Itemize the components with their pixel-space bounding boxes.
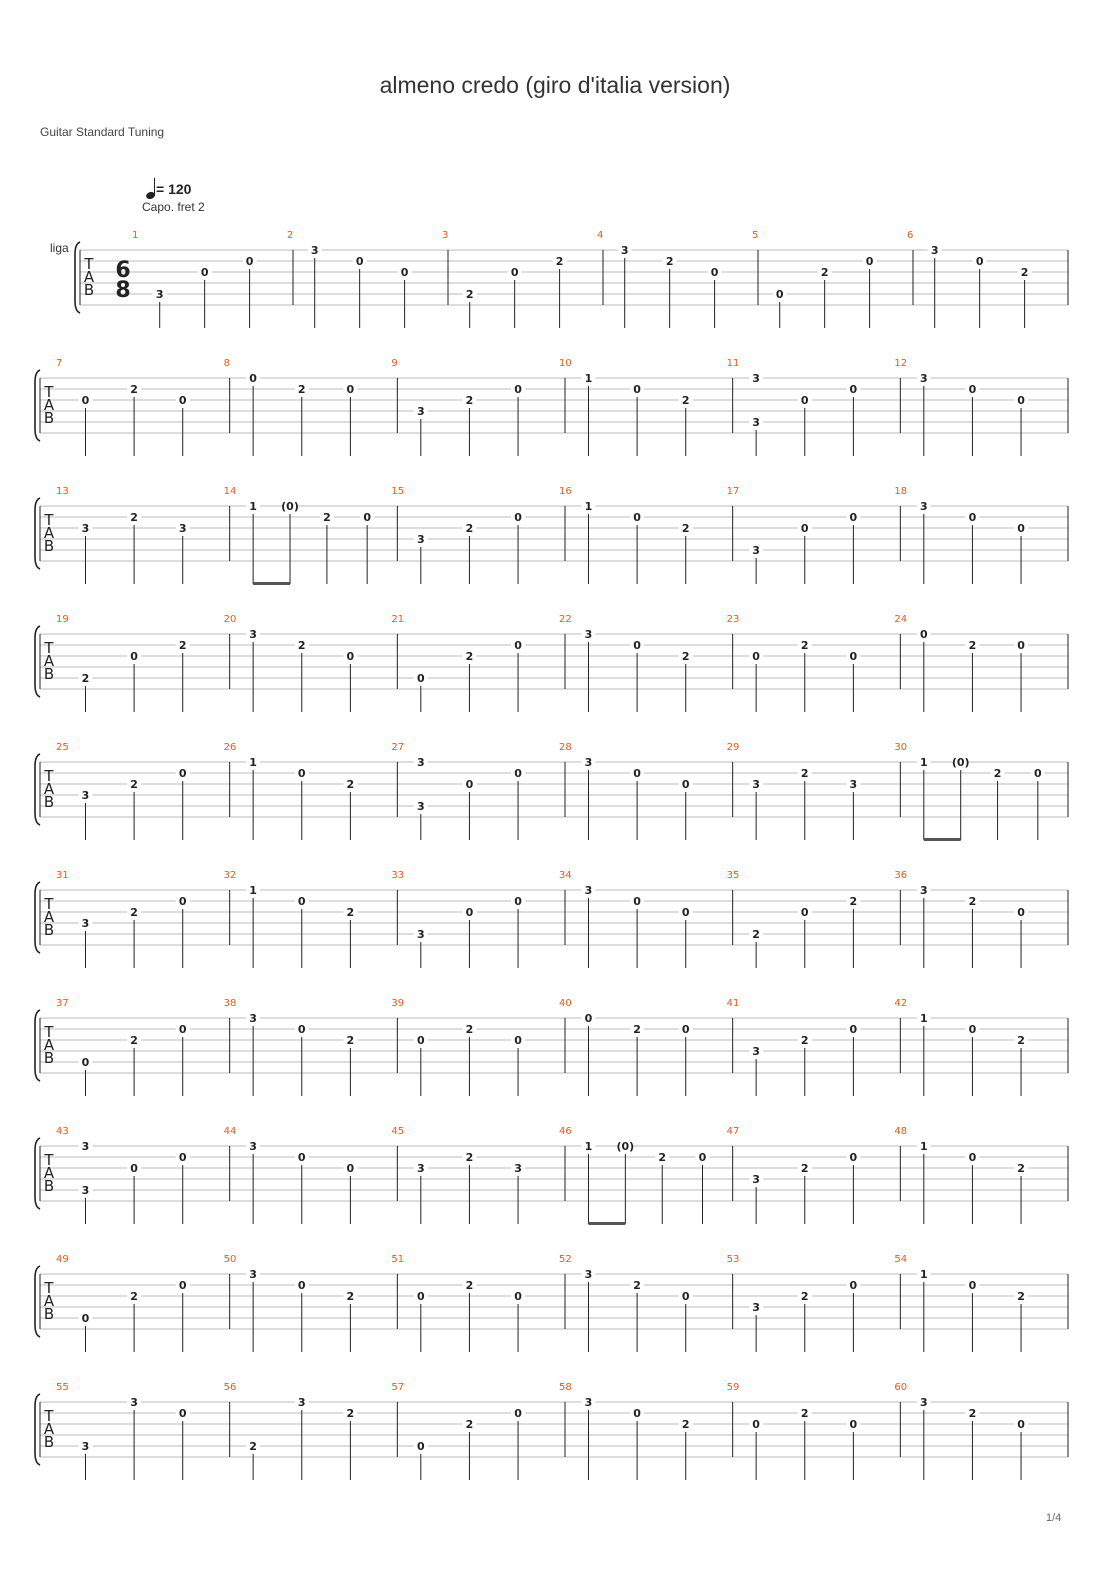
fret-number: 1 — [249, 884, 257, 897]
tab-clef-letter: T — [44, 767, 54, 785]
fret-number: 0 — [800, 906, 809, 919]
fret-number: 2 — [968, 1407, 977, 1420]
measure-number: 43 — [56, 1126, 69, 1137]
system-brace — [75, 242, 80, 313]
measure-number: 5 — [752, 230, 759, 241]
fret-number: 0 — [346, 650, 355, 663]
measure-number: 29 — [726, 742, 740, 753]
fret-number: 3 — [584, 1396, 593, 1409]
measure-number: 16 — [559, 486, 572, 497]
fret-number: 0 — [416, 1440, 425, 1453]
fret-number: 0 — [1017, 906, 1025, 919]
fret-number: 3 — [249, 1268, 257, 1281]
measure-number: 60 — [894, 1382, 908, 1393]
fret-number: 3 — [416, 533, 425, 546]
fret-number: 3 — [416, 800, 425, 813]
fret-number: 3 — [752, 1301, 760, 1314]
fret-number: 2 — [130, 1290, 138, 1303]
measure-number: 8 — [223, 358, 231, 369]
fret-number: 2 — [665, 255, 674, 268]
fret-number: 2 — [178, 639, 187, 652]
measure-number: 12 — [894, 358, 908, 369]
fret-number: 0 — [710, 266, 719, 279]
tab-clef-letter: T — [44, 1151, 54, 1169]
fret-number: 2 — [1017, 1290, 1025, 1303]
fret-number: 0 — [633, 895, 641, 908]
measure-number: 47 — [726, 1126, 740, 1137]
fret-number: 0 — [752, 1418, 760, 1431]
tab-clef-letter: T — [44, 511, 54, 529]
fret-number: 0 — [633, 383, 641, 396]
fret-number: 0 — [1033, 767, 1042, 780]
fret-number: 3 — [81, 917, 90, 930]
fret-number: 2 — [130, 511, 138, 524]
fret-number: 3 — [155, 288, 164, 301]
fret-number: 3 — [919, 372, 928, 385]
fret-number: 2 — [346, 1290, 355, 1303]
fret-number: 0 — [465, 906, 474, 919]
fret-number: 0 — [633, 511, 641, 524]
fret-number: 2 — [681, 1418, 690, 1431]
fret-number: 0 — [297, 1151, 306, 1164]
fret-number: 2 — [297, 639, 306, 652]
tab-clef-letter: B — [43, 1049, 55, 1067]
measure-number: 20 — [223, 614, 237, 625]
tab-clef-letter: T — [44, 1023, 54, 1041]
fret-number: 0 — [178, 1407, 187, 1420]
measure-number: 18 — [894, 486, 908, 497]
fret-number: 2 — [465, 650, 474, 663]
fret-number: 3 — [752, 544, 760, 557]
fret-number: 0 — [178, 1023, 187, 1036]
fret-number: 0 — [400, 266, 409, 279]
fret-number: 2 — [81, 672, 90, 685]
measure-number: 11 — [726, 358, 740, 369]
tab-clef-letter: A — [43, 396, 55, 414]
track-name: liga — [50, 241, 69, 255]
measure-number: 21 — [391, 614, 405, 625]
system-brace — [35, 882, 40, 953]
fret-number: 3 — [416, 405, 425, 418]
tab-clef-letter: T — [84, 255, 94, 273]
fret-number: 0 — [849, 650, 858, 663]
fret-number: 0 — [633, 1407, 641, 1420]
measure-number: 7 — [56, 358, 63, 369]
fret-number: 1 — [919, 1012, 928, 1025]
fret-number: 3 — [919, 884, 928, 897]
fret-number: 2 — [465, 1151, 474, 1164]
fret-number: 0 — [465, 778, 474, 791]
fret-number: 2 — [323, 511, 331, 524]
fret-number: 0 — [919, 628, 928, 641]
fret-number: 0 — [249, 372, 257, 385]
fret-number: 0 — [130, 1162, 138, 1175]
fret-number: 3 — [752, 1173, 760, 1186]
tab-clef-letter: B — [83, 281, 95, 299]
measure-number: 13 — [56, 486, 69, 497]
measure-number: 14 — [223, 486, 237, 497]
measure-number: 32 — [223, 870, 237, 881]
fret-number: 3 — [310, 244, 319, 257]
fret-number: 0 — [633, 639, 641, 652]
tab-clef-letter: A — [43, 908, 55, 926]
fret-number: 2 — [465, 522, 474, 535]
fret-number: 0 — [346, 383, 355, 396]
fret-number: 1 — [584, 1140, 593, 1153]
fret-number: 3 — [584, 756, 593, 769]
fret-number: 3 — [514, 1162, 522, 1175]
fret-number: 3 — [752, 1045, 760, 1058]
measure-number: 4 — [597, 230, 604, 241]
fret-number: 3 — [249, 1012, 257, 1025]
fret-number: 2 — [130, 383, 138, 396]
fret-number: 0 — [849, 1279, 858, 1292]
tab-clef-letter: B — [43, 665, 55, 683]
beam — [924, 838, 961, 841]
fret-number: 0 — [297, 1023, 306, 1036]
fret-number: 2 — [130, 906, 138, 919]
fret-number: 0 — [245, 255, 254, 268]
tab-clef-letter: A — [43, 1164, 55, 1182]
time-signature-top: 6 — [115, 258, 131, 283]
fret-number: 2 — [346, 1407, 355, 1420]
fret-number: 0 — [681, 1023, 690, 1036]
fret-number: 0 — [297, 1279, 306, 1292]
fret-number: 3 — [919, 500, 928, 513]
measure-number: 59 — [726, 1382, 740, 1393]
fret-number: 2 — [800, 767, 809, 780]
measure-number: 49 — [56, 1254, 69, 1265]
fret-number: 0 — [178, 767, 187, 780]
fret-number: 0 — [81, 1056, 90, 1069]
tab-clef-letter: A — [43, 1420, 55, 1438]
tab-clef-letter: A — [43, 1036, 55, 1054]
fret-number: 2 — [465, 1279, 474, 1292]
fret-number: 3 — [930, 244, 939, 257]
tab-clef-letter: B — [43, 1433, 55, 1451]
measure-number: 19 — [56, 614, 69, 625]
beam — [253, 582, 290, 585]
fret-number: 0 — [968, 1023, 977, 1036]
fret-number: 3 — [81, 789, 90, 802]
fret-number: 0 — [514, 1290, 522, 1303]
fret-number: 0 — [968, 383, 977, 396]
tab-clef-letter: A — [83, 268, 95, 286]
tab-clef-letter: A — [43, 524, 55, 542]
tab-clef-letter: A — [43, 780, 55, 798]
fret-number: 2 — [1017, 1034, 1025, 1047]
fret-number: 0 — [849, 383, 858, 396]
capo-label: Capo. fret 2 — [142, 200, 205, 214]
measure-number: 54 — [894, 1254, 908, 1265]
fret-number: 3 — [81, 522, 90, 535]
fret-number: 0 — [1017, 394, 1025, 407]
page-number: 1/4 — [1046, 1512, 1062, 1524]
fret-number: 2 — [465, 288, 474, 301]
system-brace — [35, 498, 40, 569]
measure-number: 6 — [907, 230, 914, 241]
fret-number: 0 — [514, 1407, 522, 1420]
measure-number: 56 — [223, 1382, 237, 1393]
fret-number: 2 — [346, 906, 355, 919]
fret-number: 0 — [514, 639, 522, 652]
fret-number: 0 — [633, 767, 641, 780]
measure-number: 50 — [223, 1254, 237, 1265]
tab-clef-letter: B — [43, 1177, 55, 1195]
fret-number: 1 — [919, 1140, 928, 1153]
measure-number: 24 — [894, 614, 908, 625]
fret-number: 2 — [1020, 266, 1029, 279]
measure-number: 38 — [223, 998, 237, 1009]
measure-number: 40 — [559, 998, 572, 1009]
fret-number: 3 — [919, 1396, 928, 1409]
fret-number: 3 — [81, 1184, 90, 1197]
fret-number: 0 — [178, 895, 187, 908]
measure-number: 10 — [559, 358, 572, 369]
system-brace — [35, 626, 40, 697]
fret-number: 0 — [968, 511, 977, 524]
measure-number: 46 — [559, 1126, 572, 1137]
fret-number: 0 — [416, 1290, 425, 1303]
fret-number: (0) — [951, 756, 970, 769]
fret-number: 0 — [81, 1312, 90, 1325]
fret-number: 3 — [752, 778, 760, 791]
fret-number: 2 — [465, 1023, 474, 1036]
fret-number: 0 — [1017, 1418, 1025, 1431]
fret-number: 0 — [81, 394, 90, 407]
fret-number: 0 — [416, 1034, 425, 1047]
fret-number: 2 — [130, 1034, 138, 1047]
measure-number: 42 — [894, 998, 908, 1009]
fret-number: 0 — [975, 255, 984, 268]
measure-number: 57 — [391, 1382, 405, 1393]
fret-number: 2 — [849, 895, 858, 908]
tab-clef-letter: A — [43, 1292, 55, 1310]
fret-number: 0 — [968, 1151, 977, 1164]
fret-number: 0 — [514, 511, 522, 524]
measure-number: 3 — [442, 230, 449, 241]
fret-number: 0 — [800, 394, 809, 407]
fret-number: 1 — [249, 500, 257, 513]
fret-number: 1 — [919, 1268, 928, 1281]
fret-number: 0 — [681, 906, 690, 919]
fret-number: 1 — [249, 756, 257, 769]
fret-number: 2 — [346, 778, 355, 791]
fret-number: 3 — [416, 756, 425, 769]
tab-clef-letter: T — [44, 639, 54, 657]
fret-number: 2 — [465, 394, 474, 407]
fret-number: 0 — [297, 767, 306, 780]
fret-number: 0 — [514, 383, 522, 396]
measure-number: 27 — [391, 742, 405, 753]
fret-number: 0 — [416, 672, 425, 685]
fret-number: 2 — [681, 394, 690, 407]
fret-number: 3 — [620, 244, 629, 257]
fret-number: 0 — [584, 1012, 593, 1025]
fret-number: 3 — [81, 1140, 90, 1153]
fret-number: 0 — [355, 255, 364, 268]
measure-number: 31 — [56, 870, 69, 881]
fret-number: 0 — [178, 1151, 187, 1164]
measure-number: 55 — [56, 1382, 69, 1393]
tab-clef-letter: T — [44, 895, 54, 913]
measure-number: 25 — [56, 742, 69, 753]
system-brace — [35, 1010, 40, 1081]
fret-number: 3 — [130, 1396, 138, 1409]
fret-number: 0 — [178, 1279, 187, 1292]
fret-number: 0 — [849, 1418, 858, 1431]
fret-number: 0 — [865, 255, 874, 268]
fret-number: 0 — [681, 1290, 690, 1303]
tab-clef-letter: T — [44, 383, 54, 401]
fret-number: 0 — [130, 650, 138, 663]
fret-number: 2 — [681, 522, 690, 535]
fret-number: 0 — [849, 511, 858, 524]
fret-number: 2 — [297, 383, 306, 396]
fret-number: 0 — [1017, 522, 1025, 535]
fret-number: 0 — [752, 650, 760, 663]
fret-number: 0 — [297, 895, 306, 908]
fret-number: 1 — [584, 500, 593, 513]
measure-number: 51 — [391, 1254, 405, 1265]
fret-number: 0 — [178, 394, 187, 407]
fret-number: (0) — [616, 1140, 635, 1153]
fret-number: 2 — [633, 1279, 641, 1292]
system-brace — [35, 1138, 40, 1209]
fret-number: 3 — [752, 372, 760, 385]
measure-number: 36 — [894, 870, 908, 881]
measure-number: 41 — [726, 998, 740, 1009]
measure-number: 45 — [391, 1126, 405, 1137]
fret-number: 2 — [633, 1023, 641, 1036]
fret-number: 0 — [514, 767, 522, 780]
fret-number: 0 — [849, 1151, 858, 1164]
fret-number: 3 — [81, 1440, 90, 1453]
fret-number: 0 — [514, 1034, 522, 1047]
fret-number: 2 — [993, 767, 1002, 780]
fret-number: 1 — [919, 756, 928, 769]
score-title: almeno credo (giro d'italia version) — [379, 72, 731, 98]
measure-number: 44 — [223, 1126, 237, 1137]
fret-number: 2 — [1017, 1162, 1025, 1175]
measure-number: 9 — [391, 358, 398, 369]
time-signature-bottom: 8 — [115, 278, 131, 303]
fret-number: 0 — [200, 266, 209, 279]
fret-number: 2 — [968, 895, 977, 908]
tab-clef-letter: B — [43, 921, 55, 939]
measure-number: 48 — [894, 1126, 908, 1137]
fret-number: 3 — [584, 628, 593, 641]
measure-number: 17 — [726, 486, 740, 497]
tab-clef-letter: A — [43, 652, 55, 670]
fret-number: 2 — [968, 639, 977, 652]
fret-number: 3 — [584, 1268, 593, 1281]
system-brace — [35, 370, 40, 441]
fret-number: 0 — [514, 895, 522, 908]
system-brace — [35, 1266, 40, 1337]
fret-number: 3 — [584, 884, 593, 897]
fret-number: 0 — [698, 1151, 707, 1164]
tab-clef-letter: T — [44, 1279, 54, 1297]
fret-number: 3 — [416, 928, 425, 941]
measure-number: 26 — [223, 742, 237, 753]
measure-number: 39 — [391, 998, 405, 1009]
fret-number: 2 — [346, 1034, 355, 1047]
fret-number: 2 — [681, 650, 690, 663]
measure-number: 22 — [559, 614, 572, 625]
fret-number: 2 — [465, 1418, 474, 1431]
measure-number: 35 — [726, 870, 740, 881]
measure-number: 53 — [726, 1254, 740, 1265]
fret-number: 0 — [510, 266, 519, 279]
fret-number: 0 — [849, 1023, 858, 1036]
fret-number: 0 — [968, 1279, 977, 1292]
fret-number: 0 — [346, 1162, 355, 1175]
tab-clef-letter: B — [43, 537, 55, 555]
fret-number: 2 — [658, 1151, 667, 1164]
measure-number: 33 — [391, 870, 405, 881]
fret-number: 2 — [820, 266, 829, 279]
fret-number: 0 — [681, 778, 690, 791]
fret-number: 2 — [800, 639, 809, 652]
fret-number: 0 — [800, 522, 809, 535]
measure-number: 23 — [726, 614, 740, 625]
fret-number: 3 — [752, 416, 760, 429]
fret-number: 1 — [584, 372, 593, 385]
measure-number: 37 — [56, 998, 69, 1009]
measure-number: 28 — [559, 742, 572, 753]
tempo-value: = 120 — [156, 181, 192, 197]
fret-number: 2 — [249, 1440, 257, 1453]
fret-number: (0) — [281, 500, 299, 513]
fret-number: 2 — [555, 255, 564, 268]
tab-clef-letter: B — [43, 1305, 55, 1323]
fret-number: 3 — [849, 778, 858, 791]
measure-number: 58 — [559, 1382, 572, 1393]
fret-number: 3 — [297, 1396, 306, 1409]
tab-clef-letter: B — [43, 409, 55, 427]
tab-clef-letter: T — [44, 1407, 54, 1425]
fret-number: 3 — [416, 1162, 425, 1175]
beam — [588, 1222, 625, 1225]
fret-number: 3 — [178, 522, 187, 535]
fret-number: 2 — [800, 1034, 809, 1047]
fret-number: 3 — [249, 1140, 257, 1153]
tuning-label: Guitar Standard Tuning — [40, 125, 165, 139]
fret-number: 2 — [752, 928, 760, 941]
measure-number: 34 — [559, 870, 572, 881]
measure-number: 2 — [287, 230, 294, 241]
fret-number: 2 — [800, 1407, 809, 1420]
fret-number: 2 — [800, 1162, 809, 1175]
system-brace — [35, 1394, 40, 1465]
fret-number: 0 — [775, 288, 784, 301]
fret-number: 0 — [363, 511, 371, 524]
fret-number: 0 — [1017, 639, 1025, 652]
fret-number: 2 — [130, 778, 138, 791]
measure-number: 1 — [132, 230, 139, 241]
measure-number: 52 — [559, 1254, 572, 1265]
tab-clef-letter: B — [43, 793, 55, 811]
fret-number: 2 — [800, 1290, 809, 1303]
system-brace — [35, 754, 40, 825]
measure-number: 15 — [391, 486, 405, 497]
measure-number: 30 — [894, 742, 908, 753]
fret-number: 3 — [249, 628, 257, 641]
